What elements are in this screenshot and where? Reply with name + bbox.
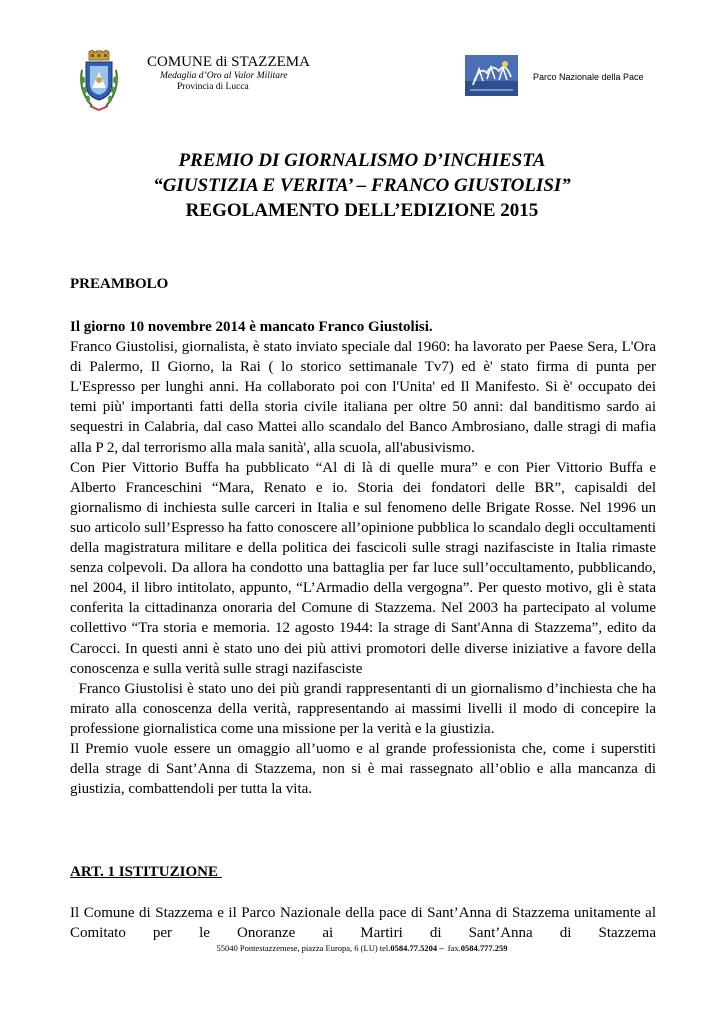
preamble-heading: PREAMBOLO — [70, 276, 169, 292]
footer-fax-label: fax. — [443, 943, 461, 953]
comune-province: Provincia di Lucca — [177, 82, 249, 92]
preamble-paragraph-1: Franco Giustolisi, giornalista, è stato inviato speciale dal 1960: ha lavorato per Paese Sera, L'Ora di Palermo, Il Giorno, la Rai ( lo storico settimanale Tv7) ed è' stato firma di punta per L'Espresso per lunghi anni. Ha collaborato poi con l'Unita' ed Il Manifesto. Si è' occupato dei temi più' importanti fatti della storia civile italiana per oltre 50 anni: dal banditismo sardo ai sequestri in Calabria, dal caso Mattei allo scandalo del Banco Ambrosiano, dalle stragi di mafia alla P 2, dal terrorismo alla mala sanità', alla scuola, all'abusivismo. — [70, 339, 656, 456]
preamble-paragraph-2: Con Pier Vittorio Buffa ha pubblicato “Al di là di quelle mura” e con Pier Vittorio Buffa e Alberto Franceschini “Mara, Renato e io. Storia dei fondatori delle BR”, capisaldi del giornalismo di inchiesta sulle carceri in Italia e sul fenomeno delle Brigate Rosse. Nel 1996 un suo articolo sull’Espresso ha fatto conoscere all’opinione pubblica lo scandalo degli occultamenti della magistratura militare e della politica dei fascicoli sulle stragi nazifasciste in Italia rimaste senza colpevoli. Da allora ha condotto una battaglia per far luce sull’occultamento, pubblicando, nel 2004, il libro intitolato, appunto, “L’Armadio della vergogna”. Per questo motivo, gli è stata conferita la cittadinanza onoraria del Comune di Stazzema. Nel 2003 ha partecipato al volume collettivo “Tra storia e memoria. 12 agosto 1944: la strage di Sant'Anna di Stazzema”, edito da Carocci. In questi anni è stato uno dei più attivi promotori delle diverse iniziative a favore della conoscenza e sulla verità sulle stragi nazifasciste — [70, 459, 656, 677]
comune-motto: Medaglia d’Oro al Valor Militare — [160, 71, 288, 81]
preamble-paragraph-4: Il Premio vuole essere un omaggio all’uomo e al grande professionista che, come i superstiti della strage di Sant’Anna di Stazzema, non si è mai rassegnato all’oblio e alla mancanza di giustizia, combattendoli per tutta la vita. — [70, 740, 656, 798]
parco-pace-logo — [465, 55, 518, 96]
title-line-3: REGOLAMENTO DELL’EDIZIONE 2015 — [185, 200, 539, 221]
footer-fax: 0584.777.259 — [460, 943, 508, 953]
title-line-2: “GIUSTIZIA E VERITA’ – FRANCO GIUSTOLISI” — [153, 175, 571, 196]
preamble-lead: Il giorno 10 novembre 2014 è mancato Franco Giustolisi. — [70, 319, 433, 335]
comune-header — [147, 54, 310, 93]
footer-address — [0, 943, 724, 953]
comune-crest-logo — [78, 50, 120, 116]
preamble-body — [70, 317, 660, 799]
comune-name: COMUNE di STAZZEMA — [147, 54, 310, 70]
title-line-1: PREMIO DI GIORNALISMO D’INCHIESTA — [178, 150, 546, 171]
parco-name: Parco Nazionale della Pace — [533, 72, 644, 82]
art1-body — [70, 903, 656, 943]
footer-tel: 0584.77.5204 – — [390, 943, 444, 953]
art1-text: Il Comune di Stazzema e il Parco Nazionale della pace di Sant’Anna di Stazzema unitamente al Comitato per le Onoranze ai Martiri di Sant’Anna di Stazzema — [70, 905, 656, 942]
document-title — [0, 148, 724, 223]
footer-address-text: 55040 Pontestazzemese, piazza Europa, 6 (LU) tel. — [216, 943, 391, 953]
preamble-paragraph-3: Franco Giustolisi è stato uno dei più grandi rappresentanti di un giornalismo d’inchiesta che ha mirato alla conoscenza della verità, rappresentando ai massimi livelli il modo di concepire la professione giornalistica come una missione per la verità e la giustizia. — [70, 680, 660, 737]
art1-heading: ART. 1 ISTITUZIONE — [70, 864, 222, 880]
